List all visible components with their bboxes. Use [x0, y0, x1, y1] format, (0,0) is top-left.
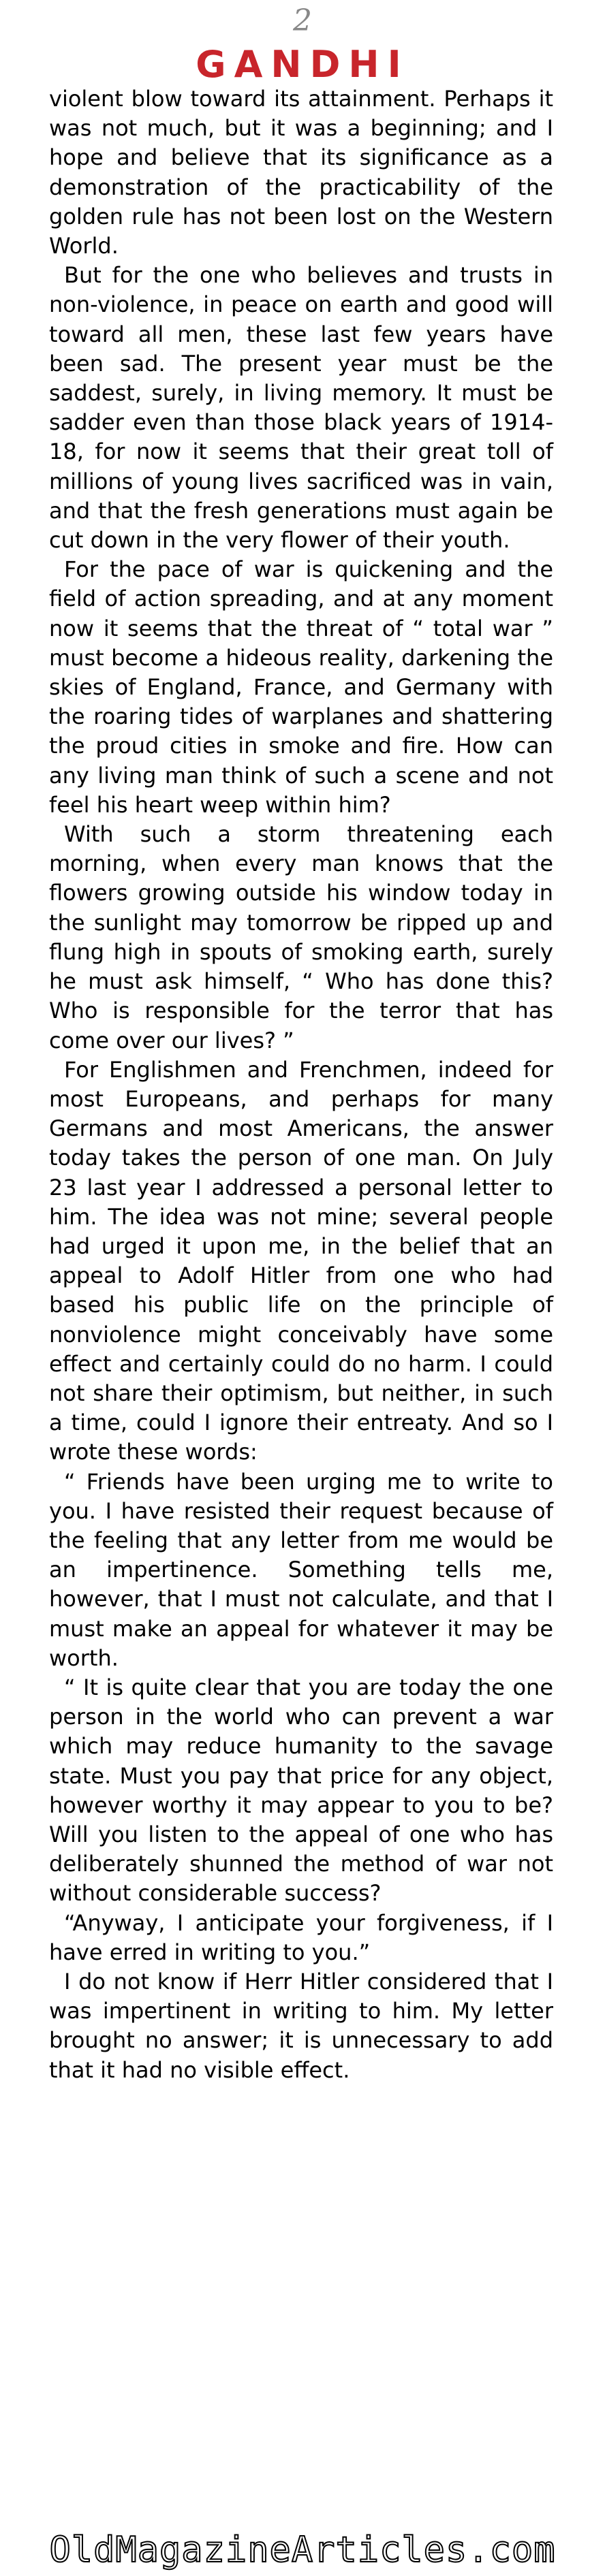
article-paragraph: But for the one who believes and trusts in non-violence, in peace on earth and good will toward all men, these last few years have been sad. The present year must be the saddest, surely, in living memory. It must be sadder even than those black years of 1914-18, for now it seems that their great toll of millions of young lives sacrificed was in vain, and that the fresh generations must again be cut down in the very flower of their youth. — [49, 262, 553, 554]
article-paragraph: I do not know if Herr Hitler considered that I was impertinent in writing to him. My letter brought no answer; it is unnecessary to add that it had no visible effect. — [49, 1969, 553, 2083]
article-paragraph: For the pace of war is quickening and the field of action spreading, and at any moment now it seems that the threat of “ total war ” must become a hideous reality, darkening the skies of England, France, and Germany with the roaring tides of warplanes and shattering the proud cities in smoke and fire. How can any living man think of such a scene and not feel his heart weep within him? — [49, 556, 553, 818]
page-number: 2 — [293, 3, 312, 38]
quoted-paragraph: “ It is quite clear that you are today the one person in the world who can prevent a war which may reduce humanity to the savage state. Must you pay that price for any object, however worthy it may appear to you to be? Will you listen to the appeal of one who has deliberately shunned the method of war not without considerable success? — [49, 1674, 553, 1907]
article-paragraph: For Englishmen and Frenchmen, indeed for most Europeans, and perhaps for many Germans and most Americans, the answer today takes the person of one man. On July 23 last year I addressed a personal letter to him. The idea was not mine; several people had urged it upon me, in the belief that an appeal to Adolf Hitler from one who had based his public life on the principle of nonviolence might conceivably have some effect and certainly could do no harm. I could not share their optimism, but neither, in such a time, could I ignore their entreaty. And so I wrote these words: — [49, 1056, 553, 1465]
quoted-paragraph: “ Friends have been urging me to write to you. I have resisted their request because of the feeling that any letter from me would be an impertinence. Something tells me, however, that I must not calculate, and that I must make an appeal for whatever it may be worth. — [49, 1468, 553, 1671]
site-watermark: OldMagazineArticles.com — [49, 2530, 556, 2571]
article-body — [49, 84, 553, 2085]
article-paragraph: violent blow toward its attainment. Perhaps it was not much, but it was a beginning; and I hope and believe that its significance as a demonstration of the practicability of the golden rule has not been lost on the Western World. — [49, 86, 553, 259]
article-title: GANDHI — [196, 43, 409, 86]
article-paragraph: With such a storm threatening each morning, when every man knows that the flowers growing outside his window today in the sunlight may tomorrow be ripped up and flung high in spouts of smoking earth, surely he must ask himself, “ Who has done this? Who is responsible for the terror that has come over our lives? ” — [49, 821, 553, 1053]
quoted-paragraph: “Anyway, I anticipate your forgiveness, if I have erred in writing to you.” — [49, 1909, 553, 1965]
